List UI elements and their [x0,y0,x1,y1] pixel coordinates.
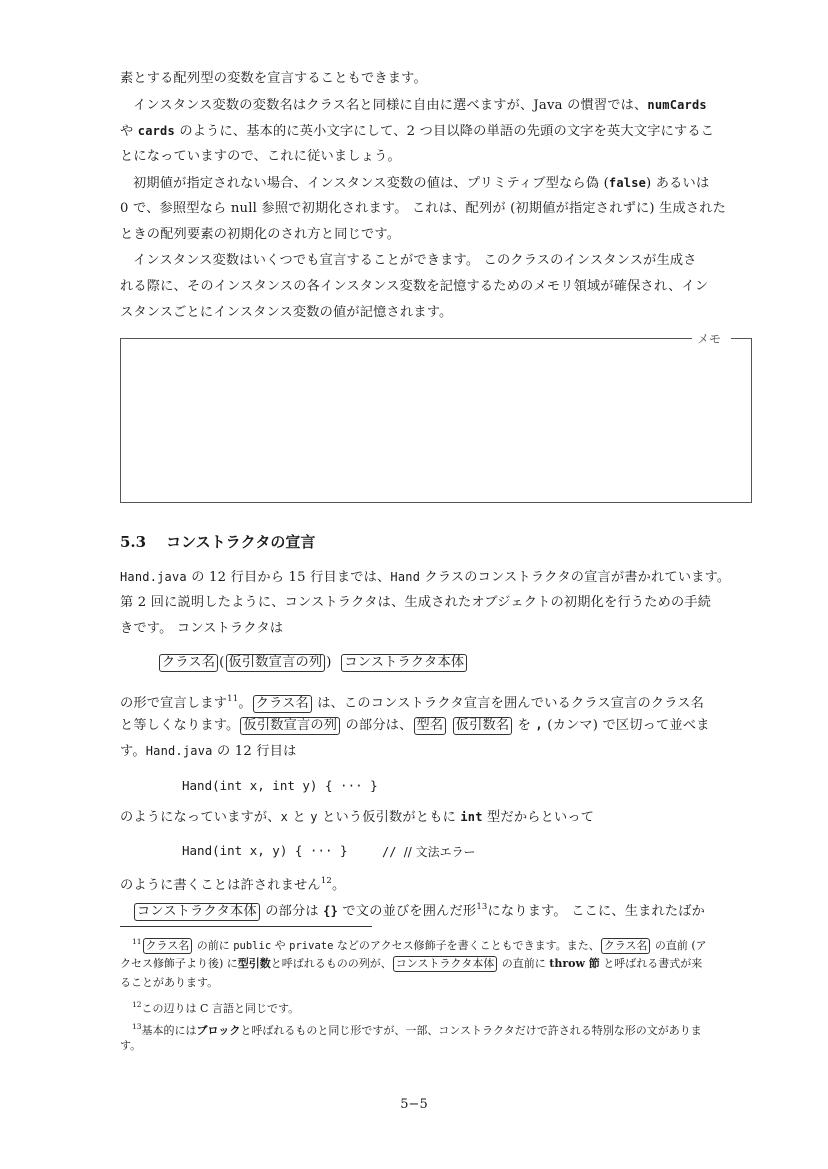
text: ときの配列要素の初期化のされ方と同じです。 [120,227,401,242]
paragraph-line [120,226,752,244]
syntax-box-params: 仮引数宣言の列 [240,717,340,735]
text: のように、基本的に英小文字にして、2 つ目以降の単語の先頭の文字を英大文字にするこ [179,124,715,139]
text: この辺りは C 言語と同じです。 [141,1002,300,1015]
paragraph-line [120,174,765,193]
text: のように書くことは許されません [120,878,321,893]
inline-code: numCards [647,98,707,112]
footnote-11 [120,933,764,956]
text: クセス修飾子より後) に [120,957,238,970]
text: という仮引数がともに [317,810,461,825]
footnote-mark: 13 [132,1022,142,1031]
inline-code: cards [137,124,175,138]
paragraph-line [120,716,752,735]
text: 第 2 回に説明したように、コンストラクタは、生成されたオブジェクトの初期化を行うための手続 [120,595,712,610]
paragraph-line [120,304,752,322]
syntax-box-params: 仮引数宣言の列 [226,654,326,672]
syntax-box-body: コンストラクタ本体 [341,654,467,672]
inline-code: x [280,810,289,824]
section-number: 5.3 [120,533,147,551]
footnote-13-cont [120,1037,752,1056]
text: の直前 (ア [651,939,707,952]
inline-code: public [233,940,272,952]
code-example: Hand(int x, int y) { ··· } [182,778,378,793]
text: ) [326,655,332,670]
section-heading [120,531,315,552]
text: クラスのコンストラクタの宣言が書かれています。 [420,570,731,585]
text: 初期値が指定されない場合、インスタンス変数の値は、プリミティブ型なら偽 ( [133,176,609,191]
text: 型だからといって [482,810,595,825]
text: す。 [120,1039,142,1052]
paragraph-line [120,278,752,296]
syntax-box-class-name: クラス名 [253,695,312,713]
memo-box[interactable] [120,338,752,503]
footnote-mark: 12 [132,1000,142,1009]
text: は、このコンストラクタ宣言を囲んでいるクラス宣言のクラス名 [312,696,705,711]
paragraph-line [120,808,752,827]
text: 。 [332,878,346,893]
inline-code: {} [323,904,339,918]
section-title: コンストラクタの宣言 [166,533,316,551]
footnote-11-cont [120,974,752,993]
paragraph-line [120,200,752,218]
inline-code: false [608,176,647,190]
text: ( [219,655,225,670]
paragraph-line [120,122,752,141]
footnote-rule [120,926,372,927]
text: (カンマ) で区切って並べま [542,718,710,733]
text: スタンスごとにインスタンス変数の値が記憶されます。 [120,305,453,320]
inline-code: int [460,810,483,824]
text: や [120,124,138,139]
inline-code: private [289,940,334,952]
text: のようになっていますが、 [120,810,281,825]
text: と呼ばれるものの列が、 [270,957,392,970]
paragraph-line [120,148,752,166]
code-comment: // // 文法エラー [382,845,476,859]
text: れる際に、そのインスタンスの各インスタンス変数を記憶するためのメモリ領域が確保され、イン [120,279,709,294]
text: ることがあります。 [120,976,219,989]
inline-code: , [535,718,543,732]
syntax-box-class-name: クラス名 [143,938,193,954]
paragraph-line [120,70,752,88]
text: きです。 コンストラクタは [120,621,284,636]
syntax-box-class-name: クラス名 [159,654,218,672]
text: 0 で、参照型なら null 参照で初期化されます。 これは、配列が (初期値が指定されずに) 生成された [120,201,727,216]
inline-code: y [310,810,318,824]
text: の前に [193,939,234,952]
text: を [513,718,536,733]
syntax-box-param-name: 仮引数名 [453,717,513,735]
paragraph-line [120,620,752,638]
text: ) あるいは [646,176,710,191]
text: と呼ばれる書式が来 [599,957,703,970]
text: の形で宣言します [120,696,228,711]
paragraph-line [120,898,765,921]
code-example-error: Hand(int x, y) { ··· } [182,843,348,858]
footnote-ref[interactable]: 13 [476,902,488,912]
text: で文の並びを囲んだ形 [338,904,477,919]
paragraph-line [120,742,752,761]
text: と [288,810,311,825]
text: 基本的には [141,1024,197,1037]
paragraph-line [120,872,752,895]
syntax-box-type-name: 型名 [414,717,447,735]
inline-code: Hand.java [120,570,187,584]
text: になります。 ここに、生まれたばか [487,904,706,919]
inline-code: Hand [390,570,421,584]
text: と呼ばれるものと同じ形ですが、一部、コンストラクタだけで許される特別な形の文がありま [240,1024,702,1037]
bold-term: 型引数 [237,957,271,970]
text: 素とする配列型の変数を宣言することもできます。 [120,71,427,86]
text: の部分は [260,904,324,919]
footnote-mark: 11 [132,937,142,946]
bold-term: 節 [584,957,600,970]
footnote-ref[interactable]: 12 [320,876,333,886]
syntax-box-body: コンストラクタ本体 [134,903,260,921]
text: す。 [120,744,146,759]
text: とになっていますので、これに従いましょう。 [120,149,401,164]
memo-label: メモ [697,332,722,346]
bold-term: ブロック [196,1024,241,1037]
paragraph-line [120,568,752,587]
paragraph-line [120,690,752,713]
text: // 文法エラー [403,845,476,859]
text: などのアクセス修飾子を書くこともできます。また、 [333,939,600,952]
paragraph-line [120,594,752,612]
text: インスタンス変数はいくつでも宣言することができます。 このクラスのインスタンスが生成さ [133,253,697,268]
footnote-11-cont [120,955,752,974]
syntax-box-class-name: クラス名 [601,938,651,954]
text: の直前に [498,957,550,970]
footnote-12 [120,996,764,1019]
page-number: 5−5 [400,1097,428,1112]
inline-code: Hand.java [145,744,213,758]
paragraph-line [120,96,765,115]
text: インスタンス変数の変数名はクラス名と同様に自由に選べますが、Java の慣習では、 [133,98,648,113]
text: と等しくなります。 [120,718,240,733]
text: や [271,939,290,952]
text: 。 [238,696,252,711]
bold-term: throw [549,957,585,970]
syntax-display [158,654,790,672]
text: の部分は、 [341,718,413,733]
syntax-box-body: コンストラクタ本体 [393,956,497,972]
text: の 12 行目は [212,744,297,759]
footnote-ref[interactable]: 11 [227,694,239,704]
text: の 12 行目から 15 行目までは、 [186,570,391,585]
paragraph-line [120,252,765,270]
